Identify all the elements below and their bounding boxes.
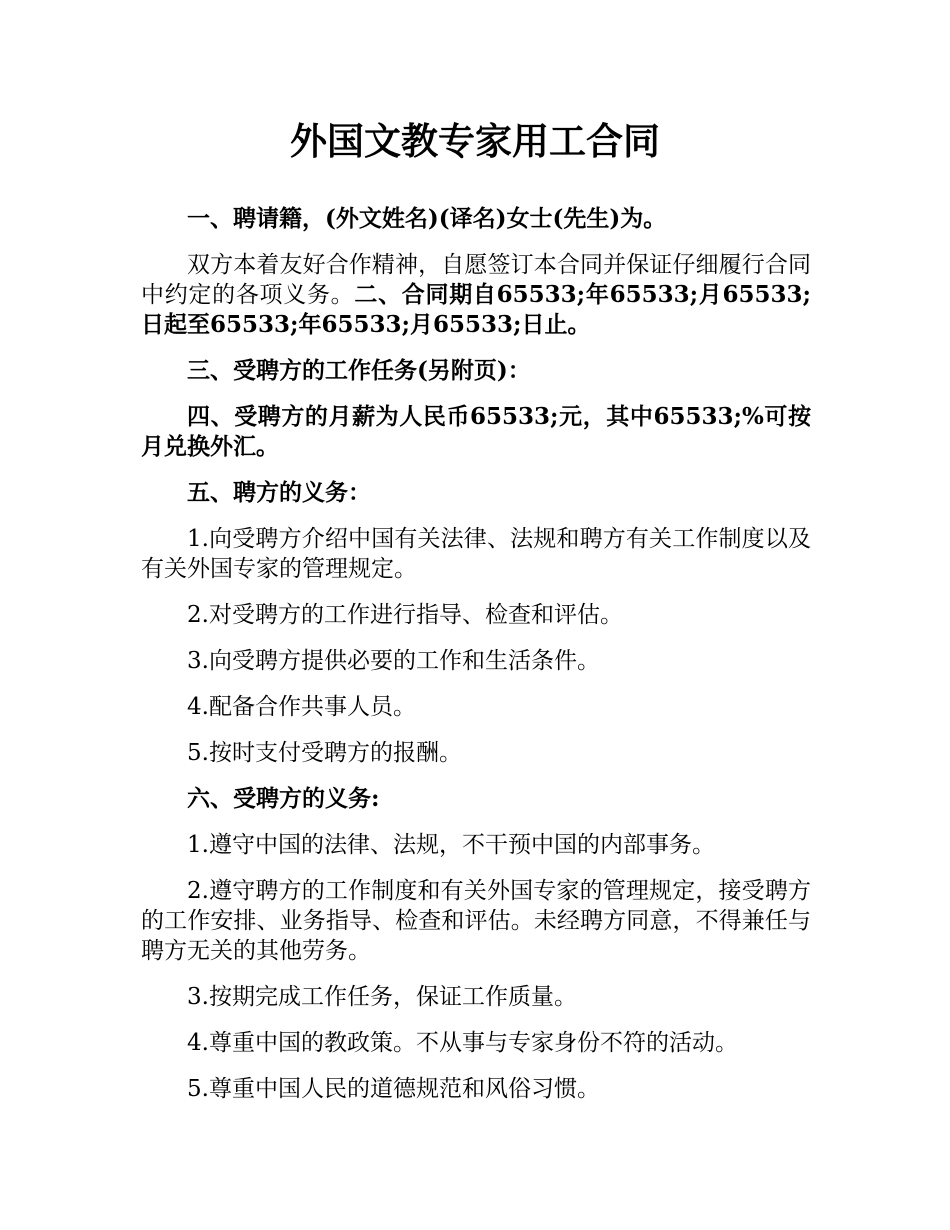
clause-6-item-3: 3.按期完成工作任务，保证工作质量。 xyxy=(187,984,577,1010)
clause-5-heading: 五、聘方的义务： xyxy=(187,479,371,506)
clause-6-item-4: 4.尊重中国的教政策。不从事与专家身份不符的活动。 xyxy=(187,1030,738,1056)
document-body xyxy=(141,204,811,1120)
clause-3-tasks: 三、受聘方的工作任务(另附页)： xyxy=(187,357,531,384)
document-title: 外国文教专家用工合同 xyxy=(290,120,660,163)
clause-1-employment: 一、聘请籍，(外文姓名)(译名)女士(先生)为。 xyxy=(187,205,667,232)
clause-6-item-5: 5.尊重中国人民的道德规范和风俗习惯。 xyxy=(187,1076,600,1102)
clause-4-salary: 四、受聘方的月薪为人民币65533;元，其中65533;%可按月兑换外汇。 xyxy=(141,403,811,460)
intro-text: 双方本着友好合作精神，自愿签订本合同并保证仔细履行合同中约定的各项义务。 xyxy=(141,252,811,308)
clause-6-heading: 六、受聘方的义务: xyxy=(187,785,380,812)
clause-5-item-1: 1.向受聘方介绍中国有关法律、法规和聘方有关工作制度以及有关外国专家的管理规定。 xyxy=(141,526,811,582)
clause-5-item-2: 2.对受聘方的工作进行指导、检查和评估。 xyxy=(187,602,623,628)
clause-2-contract-term: 二、合同期自65533;年65533;月65533;日起至65533;年65533;月65533;日止。 xyxy=(141,281,812,338)
clause-6-item-2: 2.遵守聘方的工作制度和有关外国专家的管理规定，接受聘方的工作安排、业务指导、检查和评估。未经聘方同意，不得兼任与聘方无关的其他劳务。 xyxy=(141,878,811,964)
clause-5-item-4: 4.配备合作共事人员。 xyxy=(187,694,416,720)
clause-5-item-5: 5.按时支付受聘方的报酬。 xyxy=(187,740,462,766)
clause-intro-and-term xyxy=(141,250,811,340)
clause-5-item-3: 3.向受聘方提供必要的工作和生活条件。 xyxy=(187,648,600,674)
clause-6-item-1: 1.遵守中国的法律、法规，不干预中国的内部事务。 xyxy=(187,832,715,858)
